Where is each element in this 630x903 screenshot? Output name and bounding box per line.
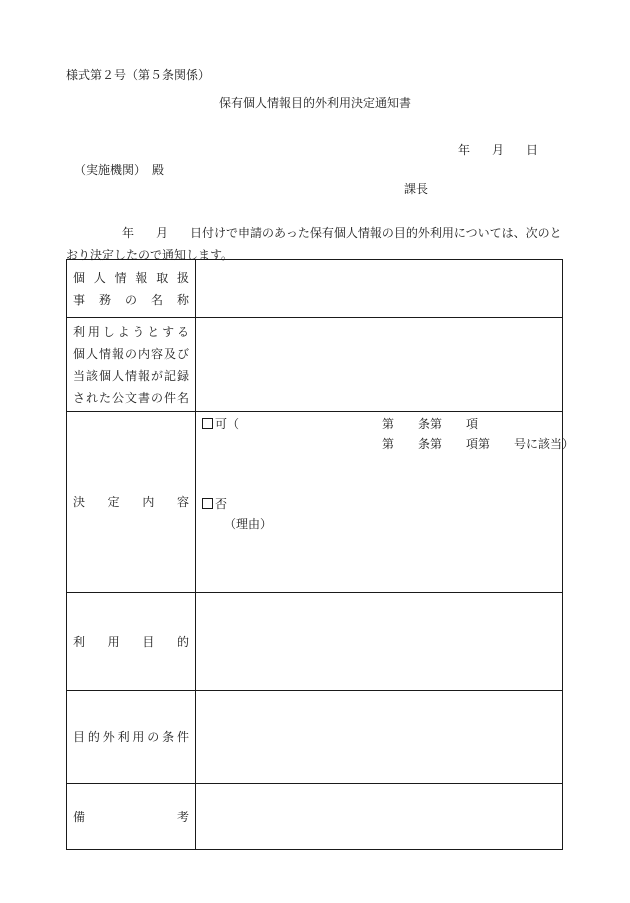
deny-label: 否 <box>215 497 228 511</box>
reason-label: （理由） <box>224 517 273 531</box>
table-row <box>67 593 563 691</box>
table-row <box>67 318 563 412</box>
deny-checkbox[interactable] <box>202 498 213 509</box>
label-line: 利用目的 <box>73 634 189 649</box>
sender-title: 課長 <box>404 182 429 196</box>
table-row <box>67 784 563 850</box>
value-affair-name <box>196 260 563 318</box>
row-label-affair-name <box>67 260 196 318</box>
article-line-2: 第 条第 項第 号に該当） <box>382 437 575 451</box>
value-conditions <box>196 691 563 784</box>
approve-option <box>202 418 239 430</box>
row-label-purpose <box>67 593 196 691</box>
value-decision <box>196 412 575 593</box>
approve-checkbox[interactable] <box>202 418 213 429</box>
value-purpose <box>196 593 563 691</box>
row-label-decision <box>67 412 196 593</box>
notice-text: 日付けで申請のあった保有個人情報の目的外利用については、次のとおり決定したので通知します。 <box>66 226 562 262</box>
table-row <box>67 260 563 318</box>
label-line: 利用しようとする <box>73 324 189 339</box>
approve-label: 可（ <box>215 417 240 431</box>
table-row <box>67 412 563 593</box>
label-line: 決定内容 <box>73 495 189 509</box>
notice-year: 年 <box>122 226 135 240</box>
date-year: 年 <box>458 143 471 157</box>
row-label-info-content <box>67 318 196 412</box>
label-line: 個人情報の内容及び <box>73 346 189 361</box>
deny-option <box>202 498 227 510</box>
table-row <box>67 691 563 784</box>
date-line <box>458 144 538 156</box>
label-line: 備考 <box>73 809 189 824</box>
recipient: （実施機関） 殿 <box>74 163 165 177</box>
label-line: 個人情報取扱 <box>73 270 189 285</box>
value-remarks <box>196 784 563 850</box>
label-line: 目的外利用の条件 <box>73 730 189 744</box>
value-info-content <box>196 318 563 412</box>
date-day: 日 <box>526 143 539 157</box>
label-line: 当該個人情報が記録 <box>73 368 189 383</box>
row-label-conditions <box>67 691 196 784</box>
date-month: 月 <box>492 143 505 157</box>
document-title: 保有個人情報目的外利用決定通知書 <box>218 96 411 110</box>
decision-table <box>66 259 575 850</box>
article-line-1: 第 条第 項 <box>382 417 479 431</box>
label-line: された公文書の件名 <box>73 390 189 405</box>
label-line: 事務の名称 <box>73 292 189 307</box>
row-label-remarks <box>67 784 196 850</box>
notice-month: 月 <box>156 226 169 240</box>
form-number: 様式第２号（第５条関係） <box>66 68 211 82</box>
